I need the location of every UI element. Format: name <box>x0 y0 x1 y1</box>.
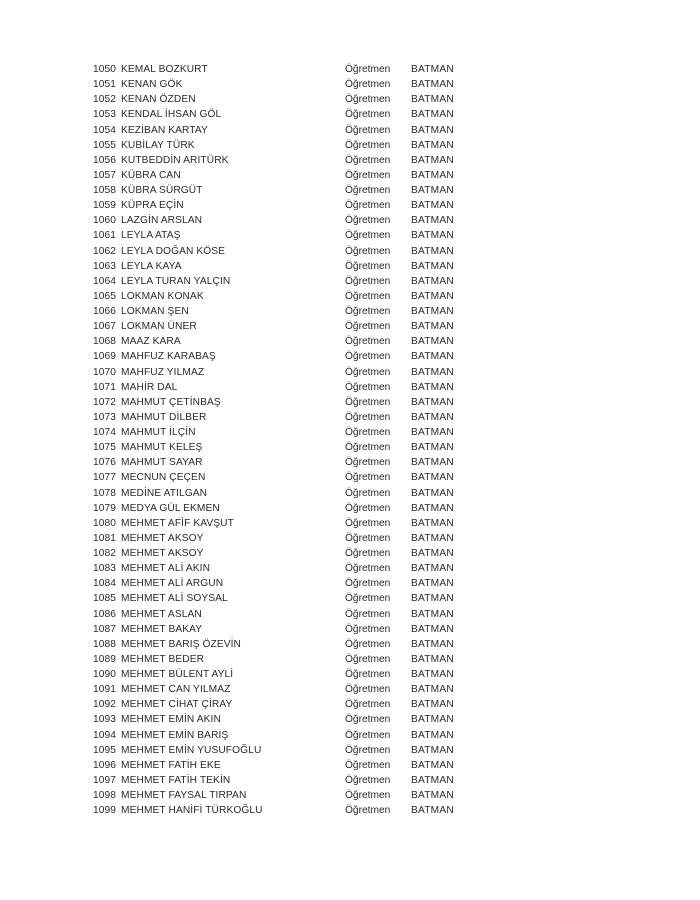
list-row <box>93 667 473 682</box>
person-name: MEHMET BARIŞ ÖZEVİN <box>121 638 242 650</box>
list-row <box>93 349 473 364</box>
person-city: BATMAN <box>411 139 454 151</box>
person-name: MEHMET BEDER <box>121 653 205 665</box>
person-name: MAHMUT KELEŞ <box>121 442 203 454</box>
person-city: BATMAN <box>411 396 454 408</box>
list-row <box>93 319 473 334</box>
row-number: 1060 <box>93 215 117 227</box>
list-row <box>93 213 473 228</box>
list-row <box>93 637 473 652</box>
list-row <box>93 576 473 591</box>
row-number: 1052 <box>93 94 117 106</box>
list-row <box>93 365 473 380</box>
person-city: BATMAN <box>411 759 454 771</box>
person-city: BATMAN <box>411 94 454 106</box>
person-city: BATMAN <box>411 185 454 196</box>
person-name: MEDİNE ATILGAN <box>121 487 208 499</box>
list-row <box>93 425 473 440</box>
person-role: Öğretmen <box>345 290 391 302</box>
list-row <box>93 561 473 576</box>
list-row <box>93 531 473 546</box>
row-number: 1066 <box>93 306 117 317</box>
person-role: Öğretmen <box>345 260 391 272</box>
row-number: 1062 <box>93 245 117 257</box>
list-row <box>93 803 473 818</box>
person-role: Öğretmen <box>345 275 391 287</box>
person-city: BATMAN <box>411 245 454 257</box>
row-number: 1092 <box>93 699 117 711</box>
person-name: MEHMET FATİH EKE <box>121 759 221 771</box>
row-number: 1054 <box>93 124 117 136</box>
list-row <box>93 743 473 758</box>
person-city: BATMAN <box>411 790 454 801</box>
person-name: MECNUN ÇEÇEN <box>121 472 206 484</box>
person-city: BATMAN <box>411 487 454 499</box>
person-role: Öğretmen <box>345 790 391 801</box>
person-role: Öğretmen <box>345 230 391 242</box>
person-role: Öğretmen <box>345 457 391 469</box>
person-city: BATMAN <box>411 669 454 680</box>
list-row <box>93 304 473 319</box>
person-city: BATMAN <box>411 366 454 378</box>
person-role: Öğretmen <box>345 472 391 484</box>
person-city: BATMAN <box>411 427 454 438</box>
person-name: MEHMET ALİ AKIN <box>121 563 211 575</box>
row-number: 1061 <box>93 230 117 242</box>
person-name: MEDYA GÜL EKMEN <box>121 502 220 514</box>
person-city: BATMAN <box>411 517 454 529</box>
person-name: LAZGİN ARSLAN <box>121 215 203 227</box>
row-number: 1068 <box>93 336 117 348</box>
list-row <box>93 546 473 561</box>
person-city: BATMAN <box>411 744 454 756</box>
person-role: Öğretmen <box>345 653 391 665</box>
row-number: 1059 <box>93 200 117 212</box>
row-number: 1058 <box>93 185 117 196</box>
person-role: Öğretmen <box>345 608 391 620</box>
person-role: Öğretmen <box>345 366 391 378</box>
row-number: 1073 <box>93 411 117 423</box>
person-city: BATMAN <box>411 548 454 559</box>
person-role: Öğretmen <box>345 805 391 817</box>
list-row <box>93 788 473 803</box>
person-role: Öğretmen <box>345 578 391 590</box>
person-role: Öğretmen <box>345 714 391 726</box>
person-role: Öğretmen <box>345 774 391 786</box>
person-role: Öğretmen <box>345 684 391 696</box>
person-city: BATMAN <box>411 638 454 650</box>
person-name: LEYLA KAYA <box>121 260 182 272</box>
person-role: Öğretmen <box>345 169 391 181</box>
person-role: Öğretmen <box>345 411 391 423</box>
list-row <box>93 591 473 606</box>
person-city: BATMAN <box>411 411 454 423</box>
list-row <box>93 168 473 183</box>
row-number: 1077 <box>93 472 117 484</box>
person-name: MAHFUZ YILMAZ <box>121 366 205 378</box>
person-name: KUBİLAY TÜRK <box>121 139 195 151</box>
row-number: 1057 <box>93 169 117 181</box>
row-number: 1099 <box>93 805 117 817</box>
person-name: LEYLA TURAN YALÇIN <box>121 275 231 287</box>
person-name: LEYLA DOĞAN KÖSE <box>121 245 226 257</box>
person-city: BATMAN <box>411 275 454 287</box>
list-row <box>93 410 473 425</box>
person-role: Öğretmen <box>345 200 391 212</box>
row-number: 1093 <box>93 714 117 726</box>
person-role: Öğretmen <box>345 638 391 650</box>
row-number: 1090 <box>93 669 117 680</box>
person-role: Öğretmen <box>345 94 391 106</box>
list-row <box>93 138 473 153</box>
person-role: Öğretmen <box>345 306 391 317</box>
person-city: BATMAN <box>411 593 454 605</box>
person-role: Öğretmen <box>345 185 391 196</box>
person-role: Öğretmen <box>345 109 391 121</box>
person-city: BATMAN <box>411 351 454 363</box>
person-name: KENAN ÖZDEN <box>121 94 196 106</box>
person-city: BATMAN <box>411 502 454 514</box>
person-city: BATMAN <box>411 563 454 575</box>
person-name: KEZİBAN KARTAY <box>121 124 208 136</box>
row-number: 1051 <box>93 79 117 91</box>
person-role: Öğretmen <box>345 336 391 348</box>
person-city: BATMAN <box>411 608 454 620</box>
person-role: Öğretmen <box>345 139 391 151</box>
row-number: 1088 <box>93 638 117 650</box>
person-city: BATMAN <box>411 79 454 91</box>
row-number: 1091 <box>93 684 117 696</box>
person-role: Öğretmen <box>345 563 391 575</box>
person-name: MEHMET AKSOY <box>121 548 204 559</box>
list-row <box>93 123 473 138</box>
person-city: BATMAN <box>411 260 454 272</box>
person-city: BATMAN <box>411 729 454 741</box>
person-role: Öğretmen <box>345 502 391 514</box>
person-city: BATMAN <box>411 578 454 590</box>
person-role: Öğretmen <box>345 245 391 257</box>
person-city: BATMAN <box>411 805 454 817</box>
row-number: 1075 <box>93 442 117 454</box>
person-role: Öğretmen <box>345 759 391 771</box>
person-role: Öğretmen <box>345 321 391 333</box>
person-name: MAHMUT ÇETİNBAŞ <box>121 396 221 408</box>
list-row <box>93 501 473 516</box>
person-name: MEHMET FATİH TEKİN <box>121 774 231 786</box>
row-number: 1097 <box>93 774 117 786</box>
row-number: 1095 <box>93 744 117 756</box>
row-number: 1089 <box>93 653 117 665</box>
person-name: MAHİR DAL <box>121 381 178 393</box>
person-city: BATMAN <box>411 336 454 348</box>
row-number: 1070 <box>93 366 117 378</box>
list-row <box>93 289 473 304</box>
person-city: BATMAN <box>411 306 454 317</box>
row-number: 1094 <box>93 729 117 741</box>
row-number: 1053 <box>93 109 117 121</box>
person-name: KUTBEDDİN ARITÜRK <box>121 154 229 166</box>
row-number: 1069 <box>93 351 117 363</box>
person-name: KÜBRA CAN <box>121 169 181 181</box>
person-role: Öğretmen <box>345 79 391 91</box>
person-role: Öğretmen <box>345 699 391 711</box>
person-city: BATMAN <box>411 684 454 696</box>
list-row <box>93 652 473 667</box>
person-role: Öğretmen <box>345 396 391 408</box>
row-number: 1082 <box>93 548 117 559</box>
person-city: BATMAN <box>411 457 454 469</box>
person-name: KENDAL İHSAN GÖL <box>121 109 222 121</box>
list-row <box>93 259 473 274</box>
row-number: 1055 <box>93 139 117 151</box>
person-role: Öğretmen <box>345 351 391 363</box>
list-row <box>93 440 473 455</box>
person-city: BATMAN <box>411 154 454 166</box>
list-row <box>93 183 473 198</box>
person-city: BATMAN <box>411 64 454 75</box>
person-role: Öğretmen <box>345 215 391 227</box>
person-name: LEYLA ATAŞ <box>121 230 181 242</box>
list-row <box>93 198 473 213</box>
list-row <box>93 244 473 259</box>
person-name: LOKMAN ŞEN <box>121 306 189 317</box>
list-row <box>93 107 473 122</box>
person-city: BATMAN <box>411 699 454 711</box>
person-city: BATMAN <box>411 321 454 333</box>
person-name: MEHMET EMİN YUSUFOĞLU <box>121 744 262 756</box>
list-row <box>93 758 473 773</box>
person-city: BATMAN <box>411 472 454 484</box>
list-row <box>93 380 473 395</box>
list-row <box>93 77 473 92</box>
row-number: 1063 <box>93 260 117 272</box>
person-name: MAHFUZ KARABAŞ <box>121 351 216 363</box>
list-row <box>93 682 473 697</box>
list-row <box>93 274 473 289</box>
row-number: 1079 <box>93 502 117 514</box>
person-name: KÜBRA SÜRGÜT <box>121 185 203 196</box>
person-name: MEHMET ALİ SOYSAL <box>121 593 228 605</box>
person-name: MEHMET AFİF KAVŞUT <box>121 517 234 529</box>
row-number: 1072 <box>93 396 117 408</box>
list-row <box>93 92 473 107</box>
person-name: MEHMET EMİN AKIN <box>121 714 221 726</box>
person-role: Öğretmen <box>345 729 391 741</box>
list-row <box>93 62 473 77</box>
person-city: BATMAN <box>411 230 454 242</box>
person-city: BATMAN <box>411 623 454 635</box>
person-name: MEHMET AKSOY <box>121 532 204 544</box>
person-city: BATMAN <box>411 200 454 212</box>
list-row <box>93 486 473 501</box>
list-row <box>93 773 473 788</box>
row-number: 1065 <box>93 290 117 302</box>
person-name: MEHMET ALİ ARGUN <box>121 578 224 590</box>
person-city: BATMAN <box>411 290 454 302</box>
row-number: 1083 <box>93 563 117 575</box>
person-city: BATMAN <box>411 653 454 665</box>
person-city: BATMAN <box>411 774 454 786</box>
person-role: Öğretmen <box>345 487 391 499</box>
row-number: 1074 <box>93 427 117 438</box>
list-row <box>93 622 473 637</box>
list-row <box>93 728 473 743</box>
person-role: Öğretmen <box>345 154 391 166</box>
person-city: BATMAN <box>411 381 454 393</box>
list-row <box>93 697 473 712</box>
row-number: 1084 <box>93 578 117 590</box>
list-row <box>93 334 473 349</box>
row-number: 1064 <box>93 275 117 287</box>
row-number: 1081 <box>93 532 117 544</box>
person-role: Öğretmen <box>345 593 391 605</box>
person-role: Öğretmen <box>345 744 391 756</box>
list-row <box>93 516 473 531</box>
person-name: LOKMAN KONAK <box>121 290 204 302</box>
person-name: MEHMET BÜLENT AYLİ <box>121 669 234 680</box>
person-city: BATMAN <box>411 215 454 227</box>
person-role: Öğretmen <box>345 532 391 544</box>
list-row <box>93 395 473 410</box>
person-role: Öğretmen <box>345 548 391 559</box>
list-row <box>93 455 473 470</box>
row-number: 1098 <box>93 790 117 801</box>
person-name: MEHMET CİHAT ÇİRAY <box>121 699 233 711</box>
person-city: BATMAN <box>411 532 454 544</box>
row-number: 1076 <box>93 457 117 469</box>
person-role: Öğretmen <box>345 517 391 529</box>
person-city: BATMAN <box>411 169 454 181</box>
row-number: 1096 <box>93 759 117 771</box>
person-name: LOKMAN ÜNER <box>121 321 197 333</box>
row-number: 1080 <box>93 517 117 529</box>
person-city: BATMAN <box>411 109 454 121</box>
person-name: MEHMET ASLAN <box>121 608 202 620</box>
teacher-list <box>93 62 473 818</box>
person-name: MAAZ KARA <box>121 336 181 348</box>
person-name: MAHMUT DİLBER <box>121 411 207 423</box>
person-role: Öğretmen <box>345 381 391 393</box>
person-role: Öğretmen <box>345 623 391 635</box>
person-name: MEHMET CAN YILMAZ <box>121 684 231 696</box>
list-row <box>93 228 473 243</box>
row-number: 1050 <box>93 64 117 75</box>
person-name: MAHMUT İLÇİN <box>121 427 196 438</box>
row-number: 1056 <box>93 154 117 166</box>
person-name: MEHMET EMİN BARIŞ <box>121 729 229 741</box>
person-role: Öğretmen <box>345 669 391 680</box>
list-row <box>93 153 473 168</box>
person-name: MEHMET FAYSAL TIRPAN <box>121 790 247 801</box>
person-name: MAHMUT SAYAR <box>121 457 203 469</box>
list-row <box>93 470 473 485</box>
row-number: 1087 <box>93 623 117 635</box>
person-role: Öğretmen <box>345 124 391 136</box>
row-number: 1071 <box>93 381 117 393</box>
person-city: BATMAN <box>411 442 454 454</box>
person-role: Öğretmen <box>345 427 391 438</box>
person-city: BATMAN <box>411 124 454 136</box>
person-name: KENAN GÖK <box>121 79 183 91</box>
person-city: BATMAN <box>411 714 454 726</box>
list-row <box>93 607 473 622</box>
row-number: 1067 <box>93 321 117 333</box>
row-number: 1085 <box>93 593 117 605</box>
person-name: MEHMET HANİFİ TÜRKOĞLU <box>121 805 263 817</box>
person-name: KÜPRA EÇİN <box>121 200 184 212</box>
person-name: KEMAL BOZKURT <box>121 64 208 75</box>
list-row <box>93 712 473 727</box>
row-number: 1078 <box>93 487 117 499</box>
person-name: MEHMET BAKAY <box>121 623 203 635</box>
person-role: Öğretmen <box>345 64 391 75</box>
row-number: 1086 <box>93 608 117 620</box>
person-role: Öğretmen <box>345 442 391 454</box>
